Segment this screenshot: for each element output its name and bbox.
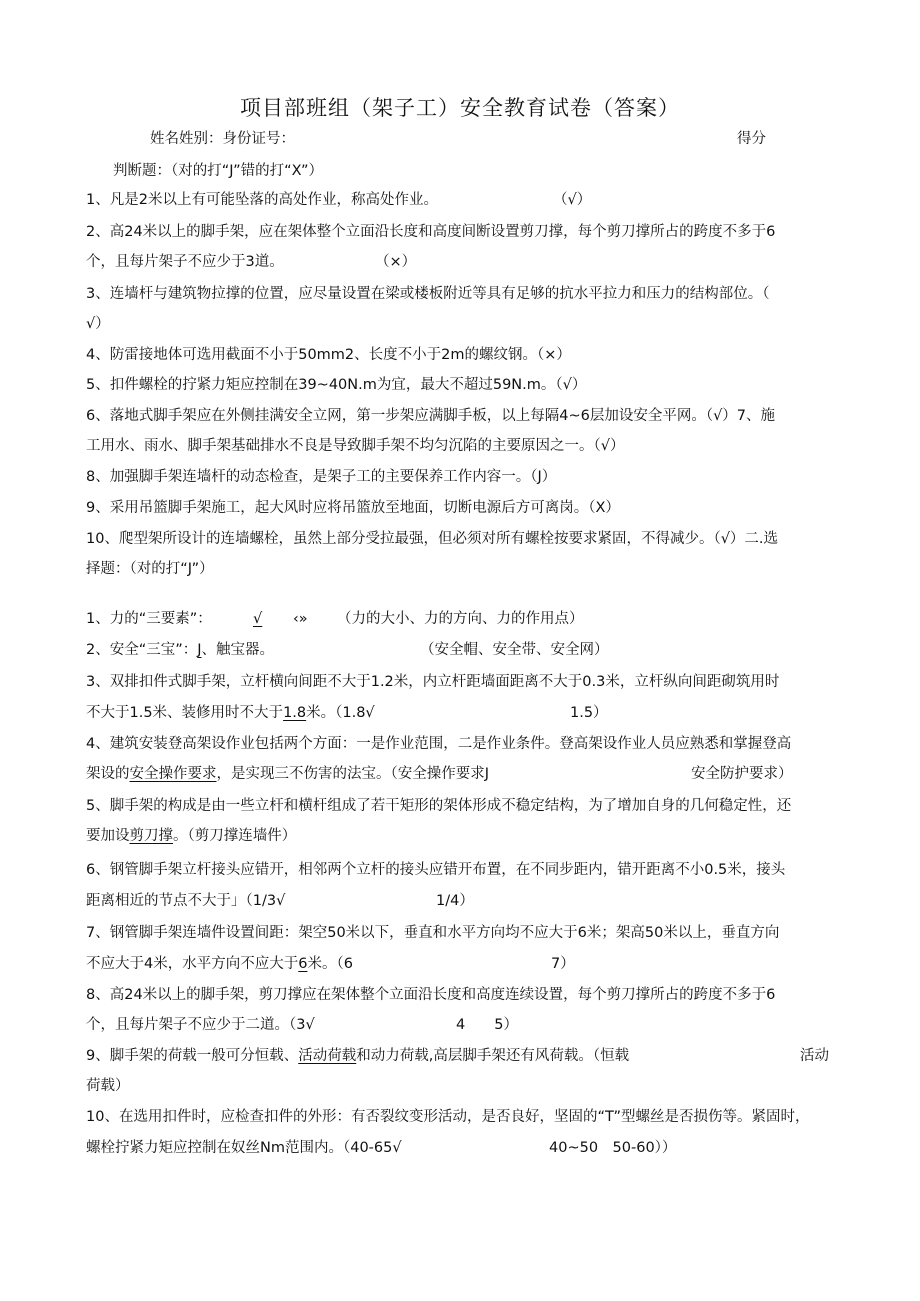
mc-question-10-line1: 10、在选用扣件时，应检查扣件的外形：有否裂纹变形活动，是否良好，坚固的“T”型螺丝是否损伤等。紧固时， [86, 1109, 810, 1125]
mc-question-3-line2: 不大于1.5米、装修用时不大于1.8米。（1.8√ [86, 705, 375, 721]
mc-question-3-option-b: 1.5） [570, 705, 608, 721]
mc-question-10-line2: 螺栓拧紧力矩应控制在奴丝Nm范围内。（40-65√ [86, 1140, 402, 1156]
tf-question-3-line2: √） [86, 316, 110, 332]
tf-question-4: 4、防雷接地体可选用截面不小于50mm2、长度不小于2m的螺纹钢。（×） [86, 347, 571, 363]
mc-question-9-option-b: 活动 [800, 1048, 829, 1064]
tf-answer-2: （×） [375, 254, 417, 270]
mc-question-1-answer: √ [253, 611, 263, 627]
mc-question-9-line1: 9、脚手架的荷载一般可分恒载、活动荷载和动力荷载,高层脚手架还有风荷载。（恒载 [86, 1048, 630, 1064]
mc-question-5-line2: 要加设剪刀撑。（剪刀撑连墙件） [86, 828, 297, 844]
mc-question-2-text: 2、安全“三宝”：J、触宝器。 [86, 642, 275, 658]
mc-question-4-line1: 4、建筑安装登高架设作业包括两个方面：一是作业范围，二是作业条件。登高架设作业人员应熟悉和掌握登高 [86, 736, 792, 752]
tf-question-6-line2: 工用水、雨水、脚手架基础排水不良是导致脚手架不均匀沉陷的主要原因之一。（√） [86, 438, 625, 454]
mc-question-1-text: 1、力的“三要素”： [86, 611, 212, 627]
tf-question-1: 1、凡是2米以上有可能坠落的高处作业，称高处作业。 [86, 192, 438, 208]
mc-question-9-line2: 荷载） [86, 1078, 130, 1094]
tf-question-5: 5、扣件螺栓的拧紧力矩应控制在39~40N.m为宜，最大不超过59N.m。（√） [86, 377, 587, 393]
tf-question-8: 8、加强脚手架连墙杆的动态检查，是架子工的主要保养工作内容一。（J） [86, 469, 557, 485]
mc-question-6-option-b: 1/4） [436, 893, 474, 909]
mc-question-7-option-b: 7） [551, 956, 575, 972]
tf-question-2-line1: 2、高24米以上的脚手架，应在架体整个立面沿长度和高度间断设置剪刀撑，每个剪刀撑所占的跨度不多于6 [86, 224, 776, 240]
tf-question-10-line1: 10、爬型架所设计的连墙螺栓，虽然上部分受拉最强，但必须对所有螺栓按要求紧固，不得减少。（√）二.选 [86, 531, 779, 547]
mc-question-1-mark: ‹» [293, 611, 308, 627]
name-id-label: 姓名姓别：身份证号： [150, 131, 295, 147]
mc-question-4-line2: 架设的安全操作要求，是实现三不伤害的法宝。（安全操作要求J [86, 766, 490, 782]
tf-question-10-line2: 择题：（对的打“J”） [86, 561, 214, 577]
tf-question-2-line2: 个，且每片架子不应少于3道。 [86, 254, 284, 270]
mc-question-8-line1: 8、高24米以上的脚手架，剪刀撑应在架体整个立面沿长度和高度连续设置，每个剪刀撑所占的跨度不多于6 [86, 987, 776, 1003]
mc-question-8-line2: 个，且每片架子不应少于二道。（3√ [86, 1017, 315, 1033]
page-title: 项目部班组（架子工）安全教育试卷（答案） [240, 96, 680, 120]
tf-question-9: 9、采用吊篮脚手架施工，起大风时应将吊篮放至地面，切断电源后方可离岗。（X） [86, 500, 620, 516]
mc-question-2-options: （安全帽、安全带、安全网） [420, 642, 609, 658]
mc-question-4-option-b: 安全防护要求） [691, 766, 793, 782]
mc-question-7-line2: 不应大于4米，水平方向不应大于6米。（6 [86, 956, 353, 972]
mc-question-6-line1: 6、钢管脚手架立杆接头应错开，相邻两个立杆的接头应错开布置，在不同步距内，错开距离不小0.5米，接头 [86, 862, 786, 878]
tf-question-3-line1: 3、连墙杆与建筑物拉撑的位置，应尽量设置在梁或楼板附近等具有足够的抗水平拉力和压力的结构部位。（ [86, 286, 770, 302]
mc-question-5-line1: 5、脚手架的构成是由一些立杆和横杆组成了若干矩形的架体形成不稳定结构，为了增加自身的几何稳定性，还 [86, 798, 792, 814]
mc-question-3-line1: 3、双排扣件式脚手架，立杆横向间距不大于1.2米，内立杆距墙面距离不大于0.3米，立杆纵向间距砌筑用时 [86, 674, 780, 690]
mc-question-10-options: 40~50 50-60）） [549, 1140, 677, 1156]
true-false-heading: 判断题：（对的打“J”错的打“X”） [113, 163, 323, 179]
tf-answer-1: （√） [553, 192, 592, 208]
mc-question-6-line2: 距离相近的节点不大于」（1/3√ [86, 893, 286, 909]
tf-question-6-line1: 6、落地式脚手架应在外侧挂满安全立网，第一步架应满脚手板，以上每隔4~6层加设安全平网。（√）7、施 [86, 408, 776, 424]
mc-question-7-line1: 7、钢管脚手架连墙件设置间距：架空50米以下，垂直和水平方向均不应大于6米；架高50米以上，垂直方向 [86, 925, 780, 941]
mc-question-8-options: 4 5） [456, 1017, 518, 1033]
mc-question-1-options: （力的大小、力的方向、力的作用点） [337, 611, 584, 627]
score-label: 得分 [737, 131, 766, 147]
